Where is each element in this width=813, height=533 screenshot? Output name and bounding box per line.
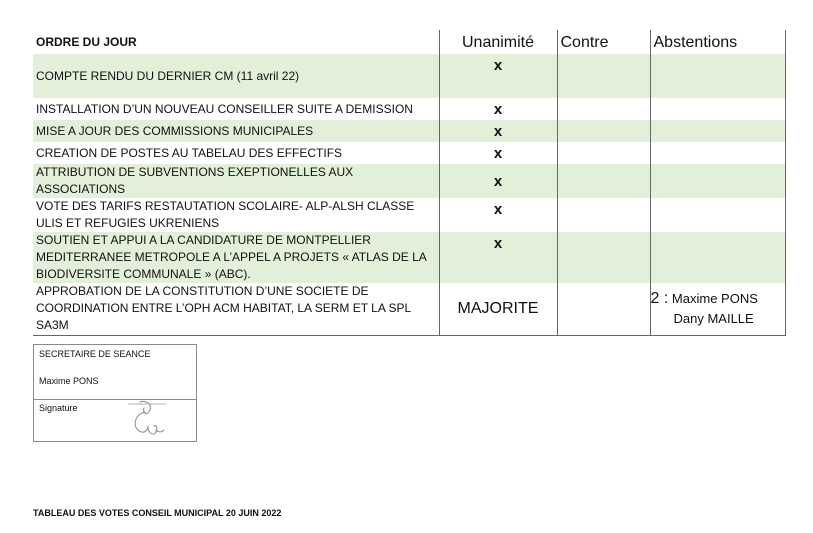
contre-cell (557, 232, 650, 283)
table-row (33, 164, 785, 198)
agenda-item: CREATION DE POSTES AU TABELAU DES EFFECTIFS (36, 145, 343, 160)
agenda-item: INSTALLATION D’UN NOUVEAU CONSEILLER SUITE A DEMISSION (36, 101, 413, 116)
table-header-row (33, 30, 785, 54)
secretary-name: Maxime PONS (39, 376, 99, 386)
abstentions-cell (650, 232, 785, 283)
contre-cell (557, 164, 650, 198)
divider (34, 399, 196, 400)
majorite-mark: MAJORITE (439, 283, 557, 335)
contre-cell (557, 54, 650, 98)
table-row (33, 120, 785, 142)
signature-label: Signature (39, 403, 78, 413)
contre-cell (557, 142, 650, 164)
abstentions-cell (650, 198, 785, 232)
agenda-item: SOUTIEN ET APPUI A LA CANDIDATURE DE MONTPELLIER MEDITERRANEE METROPOLE A L’APPEL A PROJETS « ATLAS DE LA BIODIVERSITE COMMUNALE » (ABC). (33, 232, 439, 283)
header-contre: Contre (557, 30, 650, 54)
abstention-name: Dany MAILLE (673, 310, 754, 326)
abstentions-cell (650, 164, 785, 198)
unanimite-mark: x (439, 232, 557, 283)
agenda-item: APPROBATION DE LA CONSTITUTION D’UNE SOCIETE DE COORDINATION ENTRE L’OPH ACM HABITAT, LA SERM ET LA SPL SA3M (33, 283, 439, 335)
table-row (33, 98, 785, 120)
unanimite-mark: x (439, 164, 557, 198)
secretary-label: SECRETAIRE DE SEANCE (39, 349, 151, 359)
abstentions-cell (650, 120, 785, 142)
table-row (33, 232, 785, 283)
document-footer: TABLEAU DES VOTES CONSEIL MUNICIPAL 20 JUIN 2022 (33, 508, 282, 518)
votes-table (33, 30, 786, 336)
secretary-box (33, 344, 197, 442)
table-row (33, 142, 785, 164)
abstentions-cell (650, 283, 785, 335)
table-row (33, 198, 785, 232)
unanimite-mark: x (439, 98, 557, 120)
agenda-item: ATTRIBUTION DE SUBVENTIONS EXEPTIONELLES AUX ASSOCIATIONS (33, 164, 439, 198)
table-row (33, 54, 785, 98)
header-ordre-du-jour: ORDRE DU JOUR (36, 34, 137, 49)
agenda-item: MISE A JOUR DES COMMISSIONS MUNICIPALES (33, 120, 439, 142)
unanimite-mark: x (439, 142, 557, 164)
abstention-name: Maxime PONS (671, 290, 758, 306)
signature-scribble (126, 400, 170, 440)
agenda-item: COMPTE RENDU DU DERNIER CM (11 avril 22) (33, 54, 439, 98)
contre-cell (557, 283, 650, 335)
agenda-item: VOTE DES TARIFS RESTAUTATION SCOLAIRE- ALP-ALSH CLASSE ULIS ET REFUGIES UKRENIENS (36, 199, 415, 230)
contre-cell (557, 98, 650, 120)
contre-cell (557, 198, 650, 232)
unanimite-mark: x (439, 120, 557, 142)
abstention-count: 2 : (650, 289, 669, 307)
unanimite-mark: x (439, 54, 557, 98)
table-row (33, 283, 785, 335)
abstentions-cell (650, 98, 785, 120)
abstentions-cell (650, 54, 785, 98)
unanimite-mark: x (439, 198, 557, 232)
header-abstentions: Abstentions (650, 30, 785, 54)
abstentions-cell (650, 142, 785, 164)
contre-cell (557, 120, 650, 142)
header-unanimite: Unanimité (439, 30, 557, 54)
